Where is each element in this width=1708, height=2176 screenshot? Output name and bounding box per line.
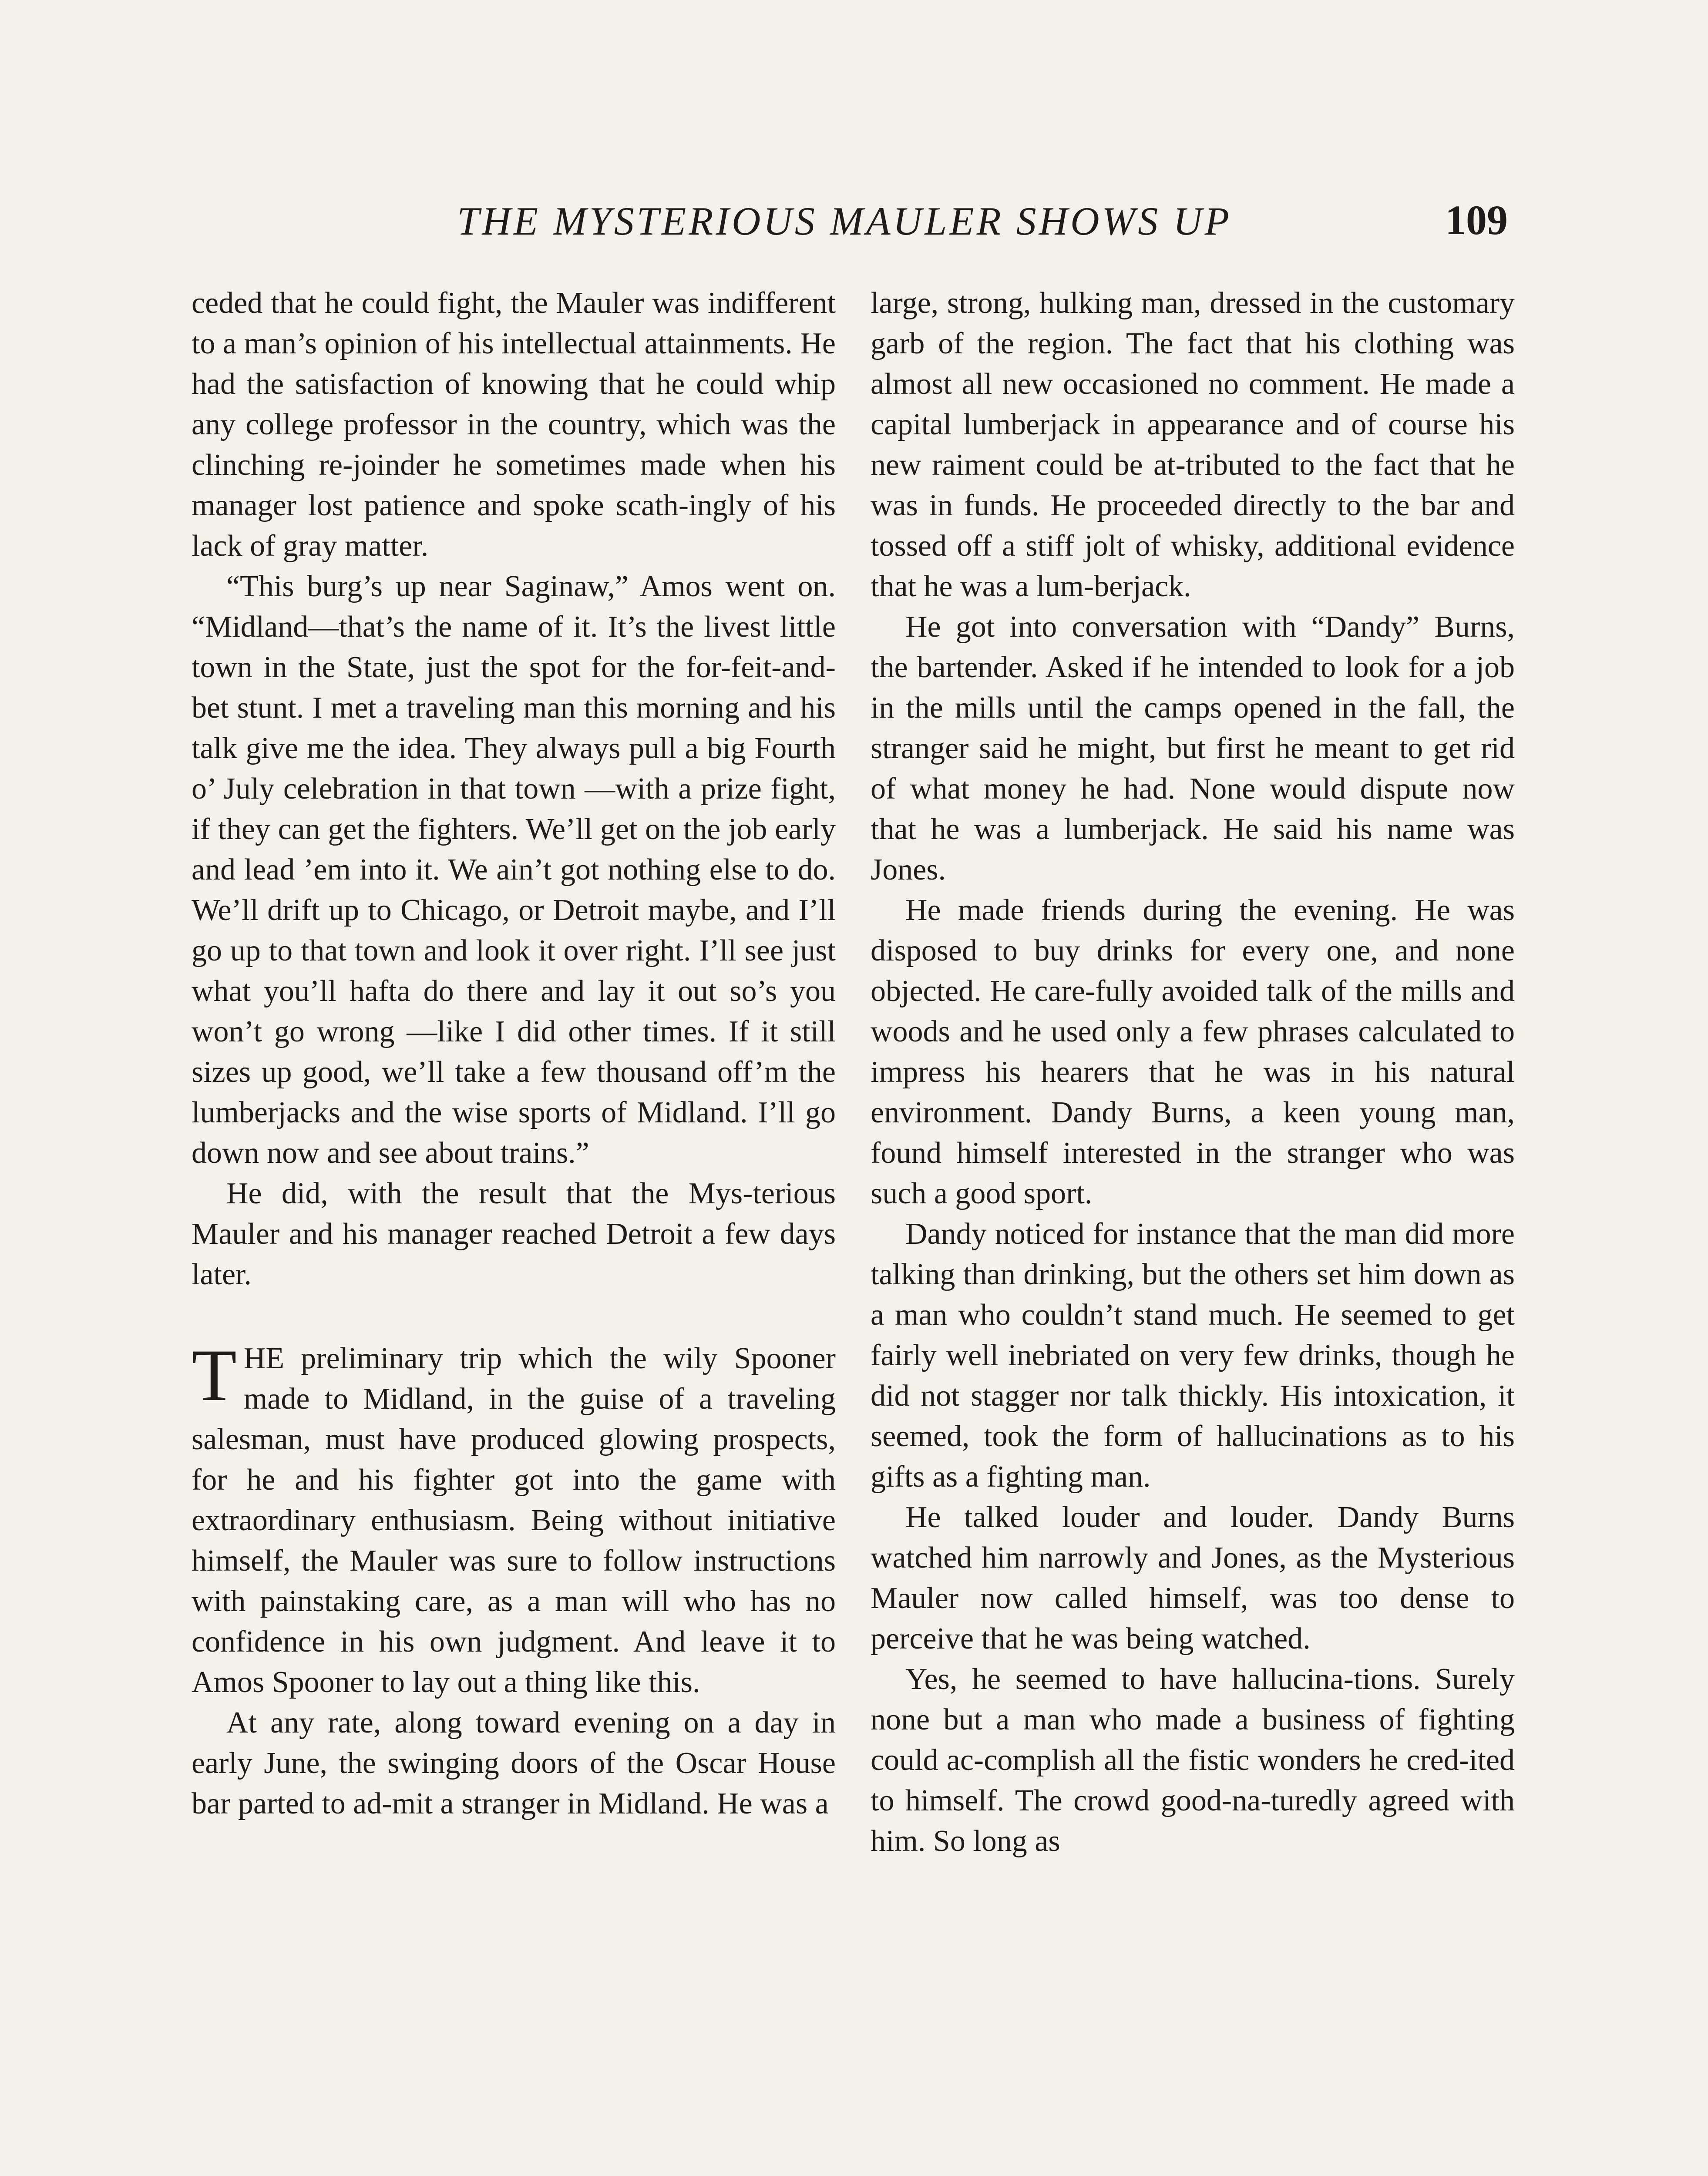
section-break: [192, 1295, 836, 1338]
drop-cap: T: [192, 1334, 237, 1416]
running-title: THE MYSTERIOUS MAULER SHOWS UP: [457, 199, 1232, 243]
paragraph: He did, with the result that the Mys-terious Mauler and his manager reached Detroit a few days later.: [192, 1177, 836, 1291]
page-number: 109: [1445, 197, 1508, 243]
paragraph: At any rate, along toward evening on a day in early June, the swinging doors of the Oscar House bar parted to ad-mit a stranger in Midland. He was a: [192, 1706, 836, 1820]
paragraph: ceded that he could fight, the Mauler was indifferent to a man’s opinion of his intellectual attainments. He had the satisfaction of knowing that he could whip any college professor in the country, which was the clinching re-joinder he sometimes made when his manager lost patience and spoke scath-ingly of his lack of gray matter.: [192, 286, 836, 563]
right-column: [871, 283, 1515, 1861]
paragraph: He got into conversation with “Dandy” Burns, the bartender. Asked if he intended to look for a job in the mills until the camps opened in the fall, the stranger said he might, but first he meant to get rid of what money he had. None would dispute now that he was a lumberjack. He said his name was Jones.: [871, 610, 1515, 887]
paragraph-with-dropcap: [192, 1334, 836, 1703]
paragraph: large, strong, hulking man, dressed in the customary garb of the region. The fact that his clothing was almost all new occasioned no comment. He made a capital lumberjack in appearance and of course his new raiment could be at-tributed to the fact that he was in funds. He proceeded directly to the bar and tossed off a stiff jolt of whisky, additional evidence that he was a lum-berjack.: [871, 286, 1515, 603]
paragraph: He talked louder and louder. Dandy Burns watched him narrowly and Jones, as the Mysterious Mauler now called himself, was too dense to perceive that he was being watched.: [871, 1501, 1515, 1656]
paragraph: He made friends during the evening. He was disposed to buy drinks for every one, and none objected. He care-fully avoided talk of the mills and woods and he used only a few phrases calculated to impress his hearers that he was in his natural environment. Dandy Burns, a keen young man, found himself interested in the stranger who was such a good sport.: [871, 893, 1515, 1210]
paragraph: Dandy noticed for instance that the man did more talking than drinking, but the others set him down as a man who couldn’t stand much. He seemed to get fairly well inebriated on very few drinks, though he did not stagger nor talk thickly. His intoxication, it seemed, took the form of hallucinations as to his gifts as a fighting man.: [871, 1217, 1515, 1494]
paragraph: Yes, he seemed to have hallucina-tions. Surely none but a man who made a business of fighting could ac-complish all the fistic wonders he cred-ited to himself. The crowd good-na-turedly agreed with him. So long as: [871, 1662, 1515, 1858]
paragraph: “This burg’s up near Saginaw,” Amos went on. “Midland—that’s the name of it. It’s the livest little town in the State, just the spot for the for-feit-and-bet stunt. I met a traveling man this morning and his talk give me the idea. They always pull a big Fourth o’ July celebration in that town —with a prize fight, if they can get the fighters. We’ll get on the job early and lead ’em into it. We ain’t got nothing else to do. We’ll drift up to Chicago, or Detroit maybe, and I’ll go up to that town and look it over right. I’ll see just what you’ll hafta do there and lay it out so’s you won’t go wrong —like I did other times. If it still sizes up good, we’ll take a few thousand off’m the lumberjacks and the wise sports of Midland. I’ll go down now and see about trains.”: [192, 570, 836, 1170]
left-column: [192, 283, 836, 1824]
paragraph-text: HE preliminary trip which the wily Spooner made to Midland, in the guise of a traveling salesman, must have produced glowing prospects, for he and his fighter got into the game with extraordinary enthusiasm. Being without initiative himself, the Mauler was sure to follow instructions with painstaking care, as a man will who has no confidence in his own judgment. And leave it to Amos Spooner to lay out a thing like this.: [192, 1342, 836, 1699]
